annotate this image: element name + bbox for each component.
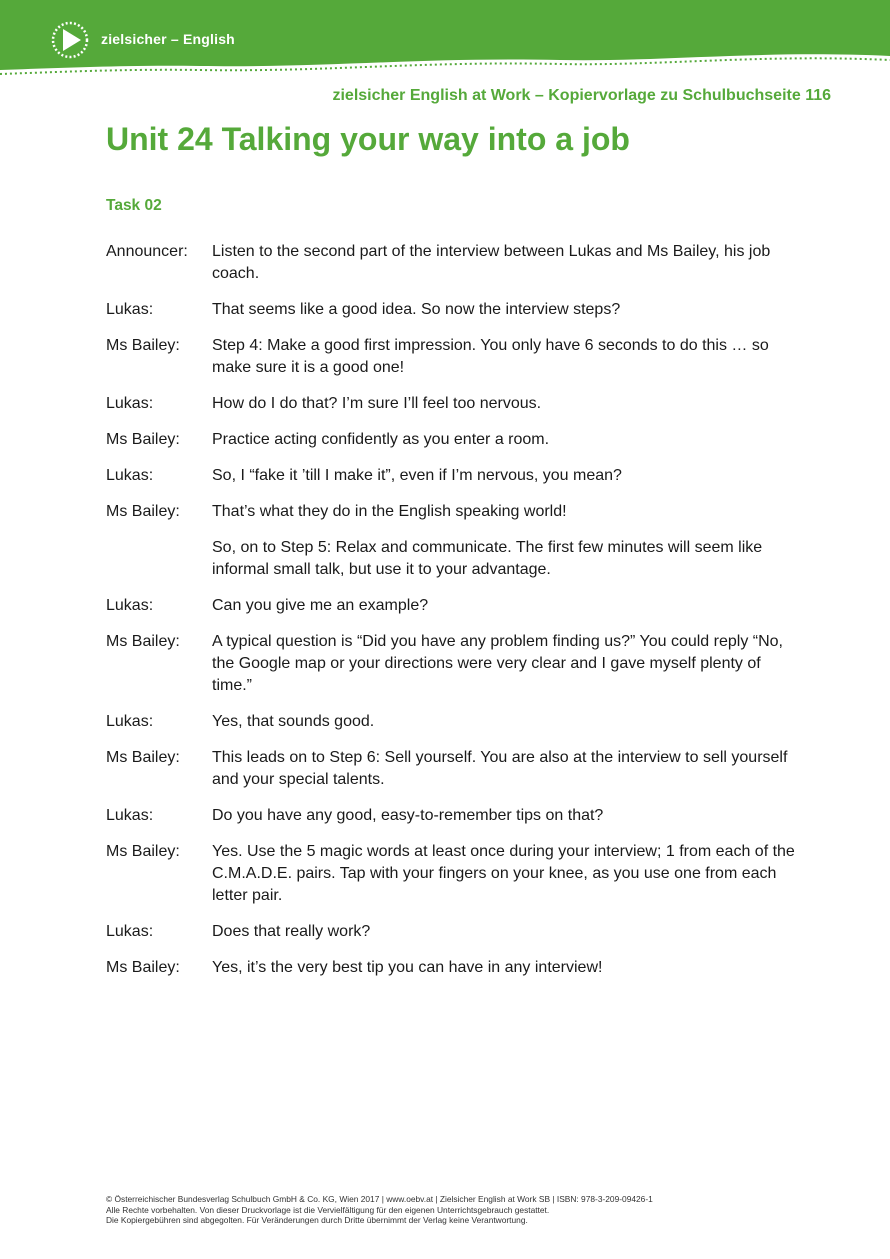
page-title: Unit 24 Talking your way into a job bbox=[106, 121, 630, 157]
page-subtitle: zielsicher English at Work – Kopiervorlage zu Schulbuchseite 116 bbox=[332, 87, 831, 104]
dialogue-line bbox=[106, 631, 796, 697]
dialogue-line bbox=[106, 841, 796, 907]
speech: Do you have any good, easy-to-remember tips on that? bbox=[212, 807, 604, 824]
speaker: Lukas: bbox=[106, 923, 154, 940]
dialogue-line bbox=[106, 465, 796, 487]
speech: This leads on to Step 6: Sell yourself. You are also at the interview to sell yourself and your special talents. bbox=[212, 749, 788, 788]
dialogue-line bbox=[106, 241, 796, 285]
speech: Listen to the second part of the interview between Lukas and Ms Bailey, his job coach. bbox=[212, 243, 771, 282]
dialogue-line bbox=[106, 393, 796, 415]
speech: So, I “fake it ’till I make it”, even if I’m nervous, you mean? bbox=[212, 467, 622, 484]
dialogue-line bbox=[106, 299, 796, 321]
dialogue bbox=[106, 241, 796, 993]
dialogue-line bbox=[106, 429, 796, 451]
dialogue-line bbox=[106, 335, 796, 379]
brand-logo-text: zielsicher – English bbox=[101, 31, 235, 47]
speech: A typical question is “Did you have any problem finding us?” You could reply “No, the Google map or your directions were very clear and I gave myself plenty of time.” bbox=[212, 633, 783, 694]
speech: So, on to Step 5: Relax and communicate. The first few minutes will seem like informal small talk, but use it to your advantage. bbox=[212, 539, 763, 578]
speaker: Lukas: bbox=[106, 713, 154, 730]
copyright-footer bbox=[106, 1194, 826, 1226]
speaker: Ms Bailey: bbox=[106, 843, 180, 860]
dialogue-line bbox=[106, 805, 796, 827]
speaker: Ms Bailey: bbox=[106, 633, 180, 650]
speaker: Lukas: bbox=[106, 807, 154, 824]
speaker: Announcer: bbox=[106, 243, 188, 260]
dialogue-line bbox=[106, 595, 796, 617]
dialogue-line bbox=[106, 711, 796, 733]
speaker: Lukas: bbox=[106, 301, 154, 318]
footer-line: © Österreichischer Bundesverlag Schulbuch GmbH & Co. KG, Wien 2017 | www.oebv.at | Zielsicher English at Work SB | ISBN: 978-3-209-09426-1 bbox=[106, 1194, 653, 1204]
footer-line: Alle Rechte vorbehalten. Von dieser Druckvorlage ist die Vervielfältigung für den eigenen Unterrichtsgebrauch gestattet. bbox=[106, 1204, 550, 1215]
dialogue-line bbox=[106, 537, 796, 581]
speaker: Lukas: bbox=[106, 395, 154, 412]
speech: Yes. Use the 5 magic words at least once during your interview; 1 from each of the C.M.A.D.E. pairs. Tap with your fingers on your knee, as you use one from each letter pair. bbox=[212, 843, 795, 904]
speech: Can you give me an example? bbox=[212, 597, 429, 614]
speech: Step 4: Make a good first impression. You only have 6 seconds to do this … so make sure it is a good one! bbox=[212, 337, 769, 376]
speaker: Ms Bailey: bbox=[106, 503, 180, 520]
speaker: Ms Bailey: bbox=[106, 749, 180, 766]
speaker: Lukas: bbox=[106, 467, 154, 484]
speech: How do I do that? I’m sure I’ll feel too nervous. bbox=[212, 395, 542, 412]
speech: That seems like a good idea. So now the interview steps? bbox=[212, 301, 621, 318]
speaker: Ms Bailey: bbox=[106, 431, 180, 448]
speech: Yes, that sounds good. bbox=[212, 713, 375, 730]
task-heading: Task 02 bbox=[106, 197, 162, 214]
dialogue-line bbox=[106, 957, 796, 979]
speech: Practice acting confidently as you enter a room. bbox=[212, 431, 550, 448]
speaker bbox=[106, 537, 212, 581]
speaker: Lukas: bbox=[106, 597, 154, 614]
footer-line: Die Kopiergebühren sind abgegolten. Für Veränderungen durch Dritte übernimmt der Verlag keine Verantwortung. bbox=[106, 1215, 528, 1225]
speech: Does that really work? bbox=[212, 923, 371, 940]
dialogue-line bbox=[106, 921, 796, 943]
dialogue-line bbox=[106, 747, 796, 791]
speech: That’s what they do in the English speaking world! bbox=[212, 503, 567, 520]
dialogue-line bbox=[106, 501, 796, 523]
speech: Yes, it’s the very best tip you can have in any interview! bbox=[212, 959, 603, 976]
speaker: Ms Bailey: bbox=[106, 959, 180, 976]
speaker: Ms Bailey: bbox=[106, 337, 180, 354]
